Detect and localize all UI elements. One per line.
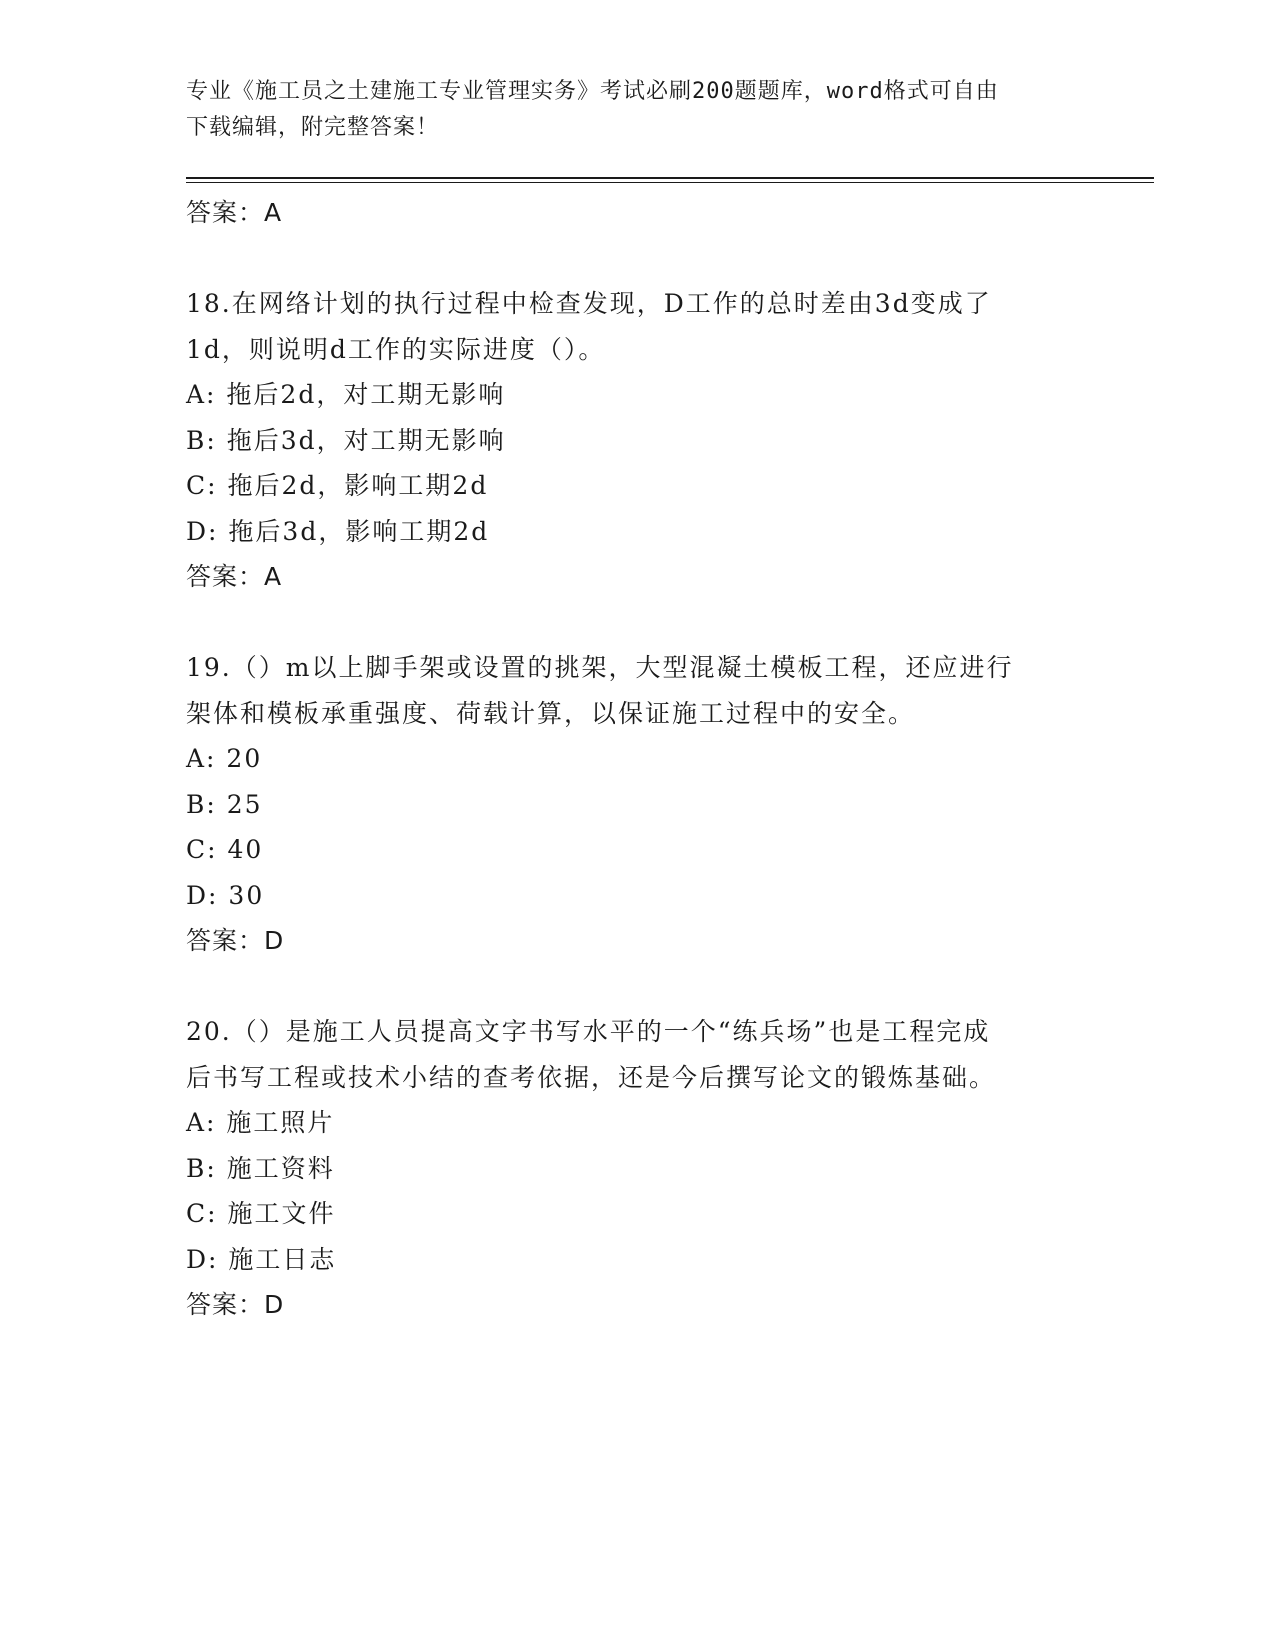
question-20 (186, 1009, 1086, 1328)
question-text-line: 架体和模板承重强度、荷载计算，以保证施工过程中的安全。 (186, 698, 916, 728)
spacer (186, 236, 1086, 282)
option-b: B: 施工资料 (186, 1153, 335, 1183)
spacer (186, 964, 1086, 1010)
option-b: B: 拖后3d，对工期无影响 (186, 425, 506, 455)
previous-answer: 答案：A (186, 198, 283, 227)
document-body (186, 190, 1086, 1328)
answer-line: 答案：D (186, 926, 285, 955)
option-d: D: 拖后3d，影响工期2d (186, 516, 490, 546)
header-line-1: 专业《施工员之土建施工专业管理实务》考试必刷200题题库，word格式可自由 (186, 79, 999, 104)
header-divider-thin (186, 182, 1154, 183)
question-text-line: 19.（）m以上脚手架或设置的挑架，大型混凝土模板工程，还应进行 (186, 653, 1014, 682)
option-a: A: 20 (186, 744, 263, 773)
option-c: C: 施工文件 (186, 1199, 336, 1228)
question-text-line: 20.（）是施工人员提高文字书写水平的一个“练兵场”也是工程完成 (186, 1017, 991, 1046)
answer-line: 答案：D (186, 1290, 285, 1319)
spacer (186, 600, 1086, 646)
header-divider-thick (186, 177, 1154, 179)
question-text-line: 1d，则说明d工作的实际进度（）。 (186, 334, 606, 364)
option-a: A: 拖后2d，对工期无影响 (186, 380, 506, 409)
header-line-2: 下载编辑，附完整答案！ (186, 115, 440, 140)
option-a: A: 施工照片 (186, 1108, 335, 1137)
option-c: C: 40 (186, 835, 264, 864)
option-c: C: 拖后2d，影响工期2d (186, 471, 489, 500)
option-b: B: 25 (186, 789, 263, 819)
question-19 (186, 645, 1086, 964)
question-text-line: 18.在网络计划的执行过程中检查发现，D工作的总时差由3d变成了 (186, 289, 992, 318)
page-header (186, 74, 1086, 146)
answer-line: 答案：A (186, 562, 283, 591)
option-d: D: 施工日志 (186, 1244, 337, 1274)
question-18 (186, 281, 1086, 600)
option-d: D: 30 (186, 880, 265, 910)
question-text-line: 后书写工程或技术小结的查考依据，还是今后撰写论文的锻炼基础。 (186, 1062, 997, 1092)
